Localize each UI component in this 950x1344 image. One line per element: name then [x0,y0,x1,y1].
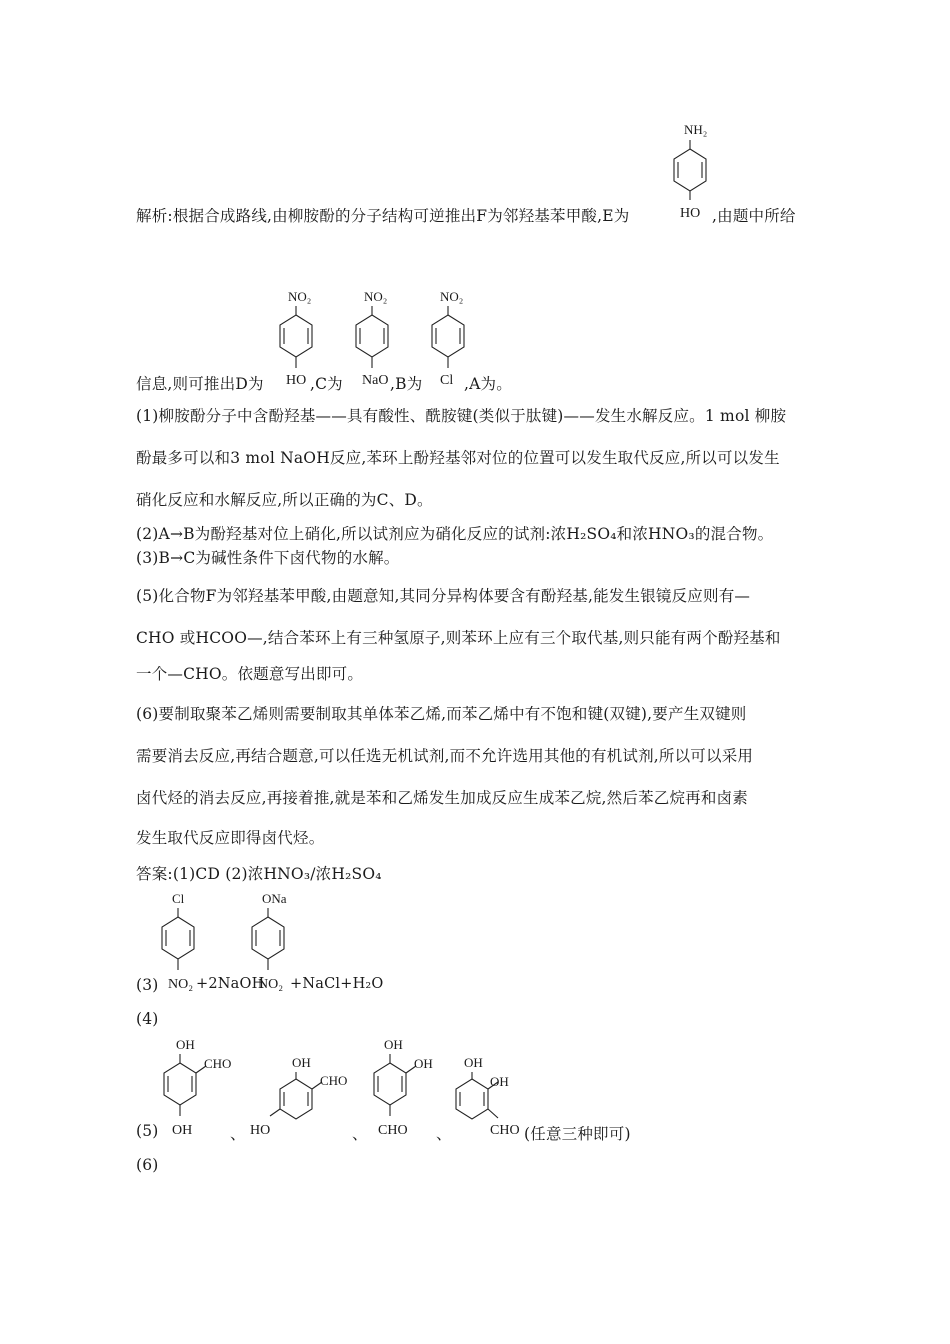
para1-line1: (1)柳胺酚分子中含酚羟基——具有酸性、酰胺键(类似于肽键)——发生水解反应。1 mol 柳胺 [136,407,787,425]
answer-q5-number: (5) [136,1122,159,1140]
label-oh: OH [490,1074,509,1089]
label-no2: NO₂ [258,977,284,992]
para6-line2: 需要消去反应,再结合题意,可以任选无机试剂,而不允许选用其他的有机试剂,所以可以采用 [136,747,754,765]
analysis-line2-part1: 信息,则可推出D为 [136,375,264,393]
para5-line3: 一个—CHO。依题意写出即可。 [136,665,364,683]
label-ho: HO [680,206,701,221]
para6-line1: (6)要制取聚苯乙烯则需要制取其单体苯乙烯,而苯乙烯中有不饱和键(双键),要产生双键则 [136,705,747,723]
label-oh: OH [292,1055,311,1070]
analysis-line1-suffix: ,由题中所给 [712,207,796,225]
answer-q5-separator: 、 [436,1125,452,1143]
para2: (2)A→B为酚羟基对位上硝化,所以试剂应为硝化反应的试剂:浓H₂SO₄和浓HNO₃的混合物。 [136,525,774,543]
benzene-ring-icon [276,306,316,372]
para1-line3: 硝化反应和水解反应,所以正确的为C、D。 [136,491,433,509]
answer-q5-separator: 、 [230,1125,246,1143]
label-oh: OH [176,1037,195,1052]
label-no2: NO₂ [364,289,388,304]
para5-line1: (5)化合物F为邻羟基苯甲酸,由题意知,其同分异构体要含有酚羟基,能发生银镜反应则有— [136,587,751,605]
analysis-line2-part2: ,C为 [310,375,343,393]
label-oh: OH [464,1055,483,1070]
answer-q5-note: (任意三种即可) [524,1125,631,1143]
analysis-line2-part4: ,A为。 [464,375,512,393]
label-cho: CHO [378,1123,408,1138]
analysis-line1-prefix: 解析:根据合成路线,由柳胺酚的分子结构可逆推出F为邻羟基苯甲酸,E为 [136,207,630,225]
label-ho: HO [250,1123,271,1138]
para6-line3: 卤代烃的消去反应,再接着推,就是苯和乙烯发生加成反应生成苯乙烷,然后苯乙烷再和卤素 [136,789,748,807]
label-nao: NaO [362,373,389,388]
answer-q6-number: (6) [136,1156,159,1174]
benzene-ring-icon [160,1054,210,1122]
benzene-ring-icon [352,306,392,372]
answer-line1: 答案:(1)CD (2)浓HNO₃/浓H₂SO₄ [136,865,382,883]
label-ho: HO [286,373,307,388]
label-cho: CHO [490,1123,520,1138]
answer-q4-number: (4) [136,1010,159,1028]
label-oh: OH [414,1056,433,1071]
label-no2: NO₂ [440,289,464,304]
label-no2: NO₂ [168,977,194,992]
label-no2: NO₂ [288,289,312,304]
benzene-ring-icon [248,908,288,974]
answer-q5-separator: 、 [352,1125,368,1143]
benzene-ring-icon [670,140,710,204]
para6-line4: 发生取代反应即得卤代烃。 [136,829,325,847]
label-nh2: NH₂ [684,122,708,137]
label-oh: OH [384,1037,403,1052]
analysis-line2-part3: ,B为 [390,375,423,393]
label-ona: ONa [262,891,287,906]
benzene-ring-icon [158,908,198,974]
label-cho: CHO [204,1056,232,1071]
label-oh: OH [172,1123,193,1138]
label-cho: CHO [320,1073,348,1088]
label-cl: Cl [440,373,454,388]
answer-q3-number: (3) [136,976,159,994]
label-cl: Cl [172,891,185,906]
para3: (3)B→C为碱性条件下卤代物的水解。 [136,549,400,567]
para5-line2: CHO 或HCOO—,结合苯环上有三种氢原子,则苯环上应有三个取代基,则只能有两个酚羟基和 [136,629,781,647]
para1-line2: 酚最多可以和3 mol NaOH反应,苯环上酚羟基邻对位的位置可以发生取代反应,所以可以发生 [136,449,780,467]
answer-q3-reactant-eq: +2NaOH [196,976,265,992]
benzene-ring-icon [428,306,468,372]
answer-q3-product-eq: +NaCl+H₂O [290,976,384,992]
